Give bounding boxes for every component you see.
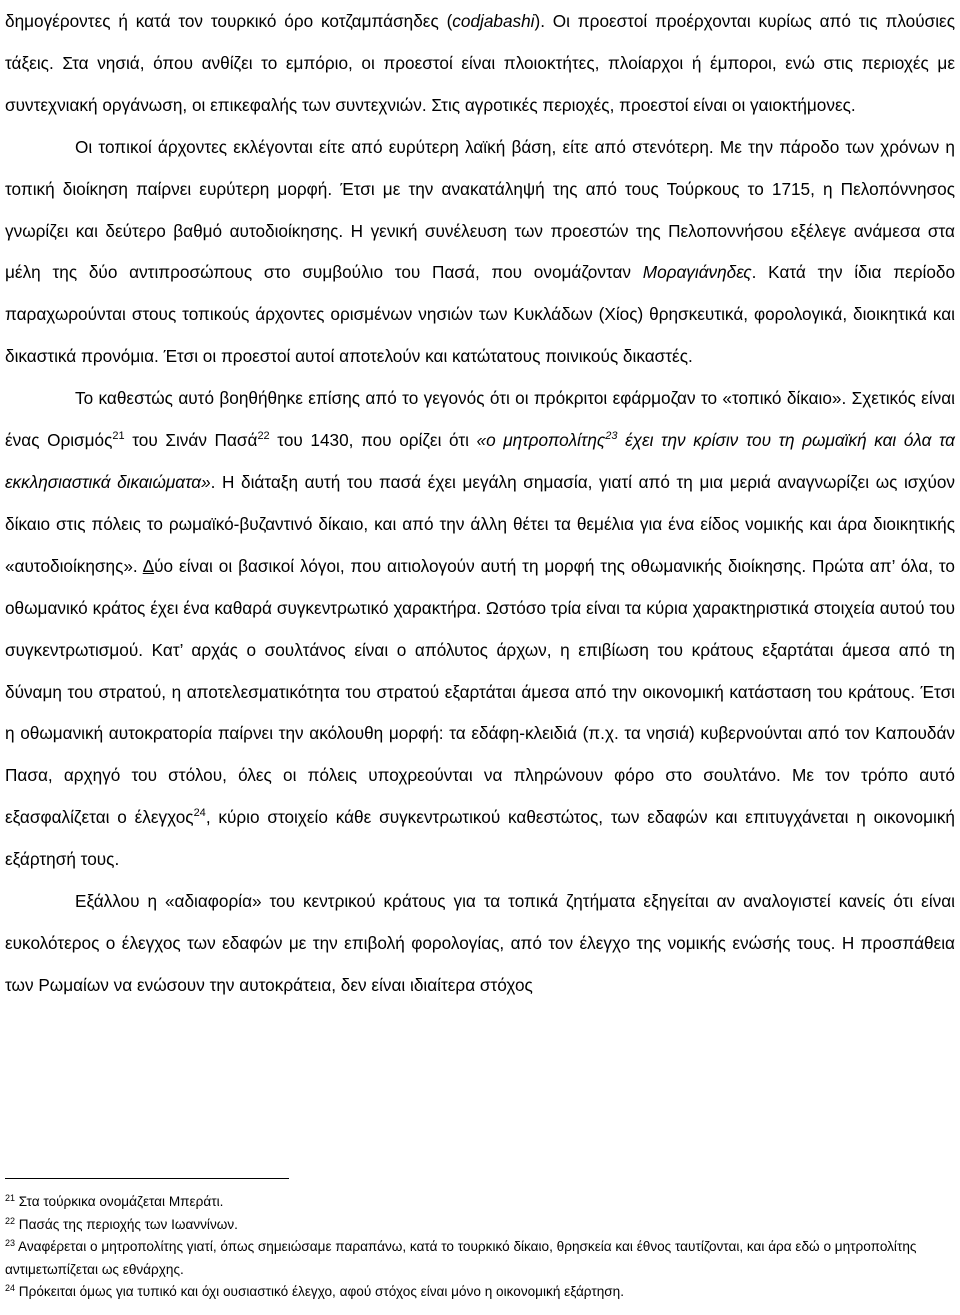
paragraph-4 xyxy=(5,881,955,1007)
text-run: του 1430, που ορίζει ότι xyxy=(269,430,477,451)
footnote-ref: 21 xyxy=(112,430,125,443)
text-run: του Σινάν Πασά xyxy=(124,430,258,451)
underlined-text: Δ xyxy=(142,555,155,576)
italic-text: έχει την κρίσιν του τη ρωμαϊκή και όλα τα εκκλησιαστικά δικαιώματα» xyxy=(5,430,955,492)
footnote-number: 23 xyxy=(5,1238,16,1249)
footnote-text: Αναφέρεται ο μητροπολίτης γιατί, όπως σημειώσαμε παραπάνω, κατά το τουρκικό δίκαιο, θρησκεία και έθνος ταυτίζονται, και άρα εδώ ο μητροπολίτης αντιμετωπίζεται ως εθνάρχης. xyxy=(5,1239,917,1277)
footnote-text: Πασάς της περιοχής των Ιωαννίνων. xyxy=(15,1216,238,1232)
footnote-23 xyxy=(5,1236,955,1281)
footnote-number: 24 xyxy=(5,1283,16,1294)
footnote-22 xyxy=(5,1214,955,1237)
paragraph-2 xyxy=(5,127,955,378)
footnote-ref: 22 xyxy=(257,430,270,443)
footnote-ref: 24 xyxy=(193,807,206,820)
paragraph-1 xyxy=(5,1,955,127)
text-run: . Η διάταξη αυτή του πασά έχει μεγάλη σημασία, γιατί από τη μια μεριά αναγνωρίζει ως ισχύον δίκαιο στις πόλεις το ρωμαϊκό-βυζαντινό δίκαιο, και από την άλλη θέτει τα θεμέλια για ένα είδος νομικής και άρα διοικητικής «αυτοδιοίκησης». xyxy=(5,471,955,576)
italic-text: «ο μητροπολίτης xyxy=(476,430,606,451)
text-run: , κύριο στοιχείο κάθε συγκεντρωτικού καθεστώτος, των εδαφών και επιτυγχάνεται η οικονομική εξάρτησή τους. xyxy=(5,807,955,870)
footnotes xyxy=(5,1191,955,1304)
text-run: Εξάλλου η «αδιαφορία» του κεντρικού κράτους για τα τοπικά ζητήματα εξηγείται αν αναλογιστεί κανείς ότι είναι ευκολότερος ο έλεγχος των εδαφών με την επιβολή φορολογίας, από τον έλεγχο της νομικής ενώσής τους. Η προσπάθεια των Ρωμαίων να ενώσουν την αυτοκράτεια, δεν είναι ιδιαίτερα στόχος xyxy=(5,891,955,995)
footnote-text: Πρόκειται όμως για τυπικό και όχι ουσιαστικό έλεγχο, αφού στόχος είναι μόνο η οικονομική εξάρτηση. xyxy=(15,1284,624,1300)
text-run: ύο είναι οι βασικοί λόγοι, που αιτιολογούν αυτή τη μορφή της οθωμανικής διοίκησης. Πρώτα απ’ όλα, το οθωμανικό κράτος έχει ένα καθαρά συγκεντρωτικό χαρακτήρα. Ωστόσο τρία είναι τα κύρια χαρακτηριστικά στοιχεία αυτού του συγκεντρωτισμού. Κατ’ αρχάς ο σουλτάνος είναι ο απόλυτος άρχων, η επιβίωση του κράτους εξαρτάται άμεσα από τη δύναμη του στρατού, η αποτελεσματικότητα του στρατού εξαρτάται άμεσα από την οικονομική κατάσταση του κράτους. Έτσι η οθωμανική αυτοκρατορία παίρνει την ακόλουθη μορφή: τα εδάφη-κλειδιά (π.χ. τα νησιά) κυβερνούνται από τον Καπουδάν Πασα, αρχηγό του στόλου, όλες οι πόλεις υποχρεούνται να πληρώνουν φόρο στο σουλτάνο. Με τον τρόπο αυτό εξασφαλίζεται ο έλεγχος xyxy=(5,555,955,828)
text-run: ). Οι προεστοί προέρχονται κυρίως από τις πλούσιες τάξεις. Στα νησιά, όπου ανθίζει το εμπόριο, οι προεστοί είναι πλοιοκτήτες, πλοίαρχοι ή έμποροι, ενώ στις περιοχές με συντεχνιακή οργάνωση, οι επικεφαλής των συντεχνιών. Στις αγροτικές περιοχές, προεστοί είναι οι γαιοκτήμονες. xyxy=(5,11,955,115)
footnote-ref: 23 xyxy=(605,430,618,443)
text-run: . Κατά την ίδια περίοδο παραχωρούνται στους τοπικούς άρχοντες ορισμένων νησιών των Κυκλάδων (Χίος) θρησκευτικά, φορολογικά, διοικητικά και δικαστικά προνόμια. Έτσι οι προεστοί αυτοί αποτελούν και κατώτατους ποινικούς δικαστές. xyxy=(5,262,955,367)
footnote-number: 22 xyxy=(5,1215,16,1226)
footnote-text: Στα τούρκικα ονομάζεται Μπεράτι. xyxy=(15,1194,224,1209)
text-run: Το καθεστώς αυτό βοηθήθηκε επίσης από το γεγονός ότι οι πρόκριτοι εφάρμοζαν το «τοπικό δίκαιο». Σχετικός είναι ένας Ορισμός xyxy=(5,388,955,451)
footnote-number: 21 xyxy=(5,1193,16,1203)
footnote-21 xyxy=(5,1191,955,1214)
paragraph-3 xyxy=(5,378,955,881)
italic-text: Μοραγιάνηδες xyxy=(642,262,752,283)
text-run: δημογέροντες ή κατά τον τουρκικό όρο κοτζαμπάσηδες ( xyxy=(5,11,453,31)
italic-text: codjabashi xyxy=(452,11,535,31)
text-run: Οι τοπικοί άρχοντες εκλέγονται είτε από ευρύτερη λαϊκή βάση, είτε από στενότερη. Με την πάροδο των χρόνων η τοπική διοίκηση παίρνει ευρύτερη μορφή. Έτσι με την ανακατάληψή της από τους Τούρκους το 1715, η Πελοπόννησος γνωρίζει και δεύτερο βαθμό αυτοδιοίκησης. Η γενική συνέλευση των προεστών της Πελοποννήσου εξέλεγε ανάμεσα στα μέλη της δύο αντιπροσώπους στο συμβούλιο του Πασά, που ονομάζονταν xyxy=(5,136,955,283)
footnote-24 xyxy=(5,1281,955,1304)
footnote-separator xyxy=(5,1178,289,1179)
body-text xyxy=(5,1,955,1007)
